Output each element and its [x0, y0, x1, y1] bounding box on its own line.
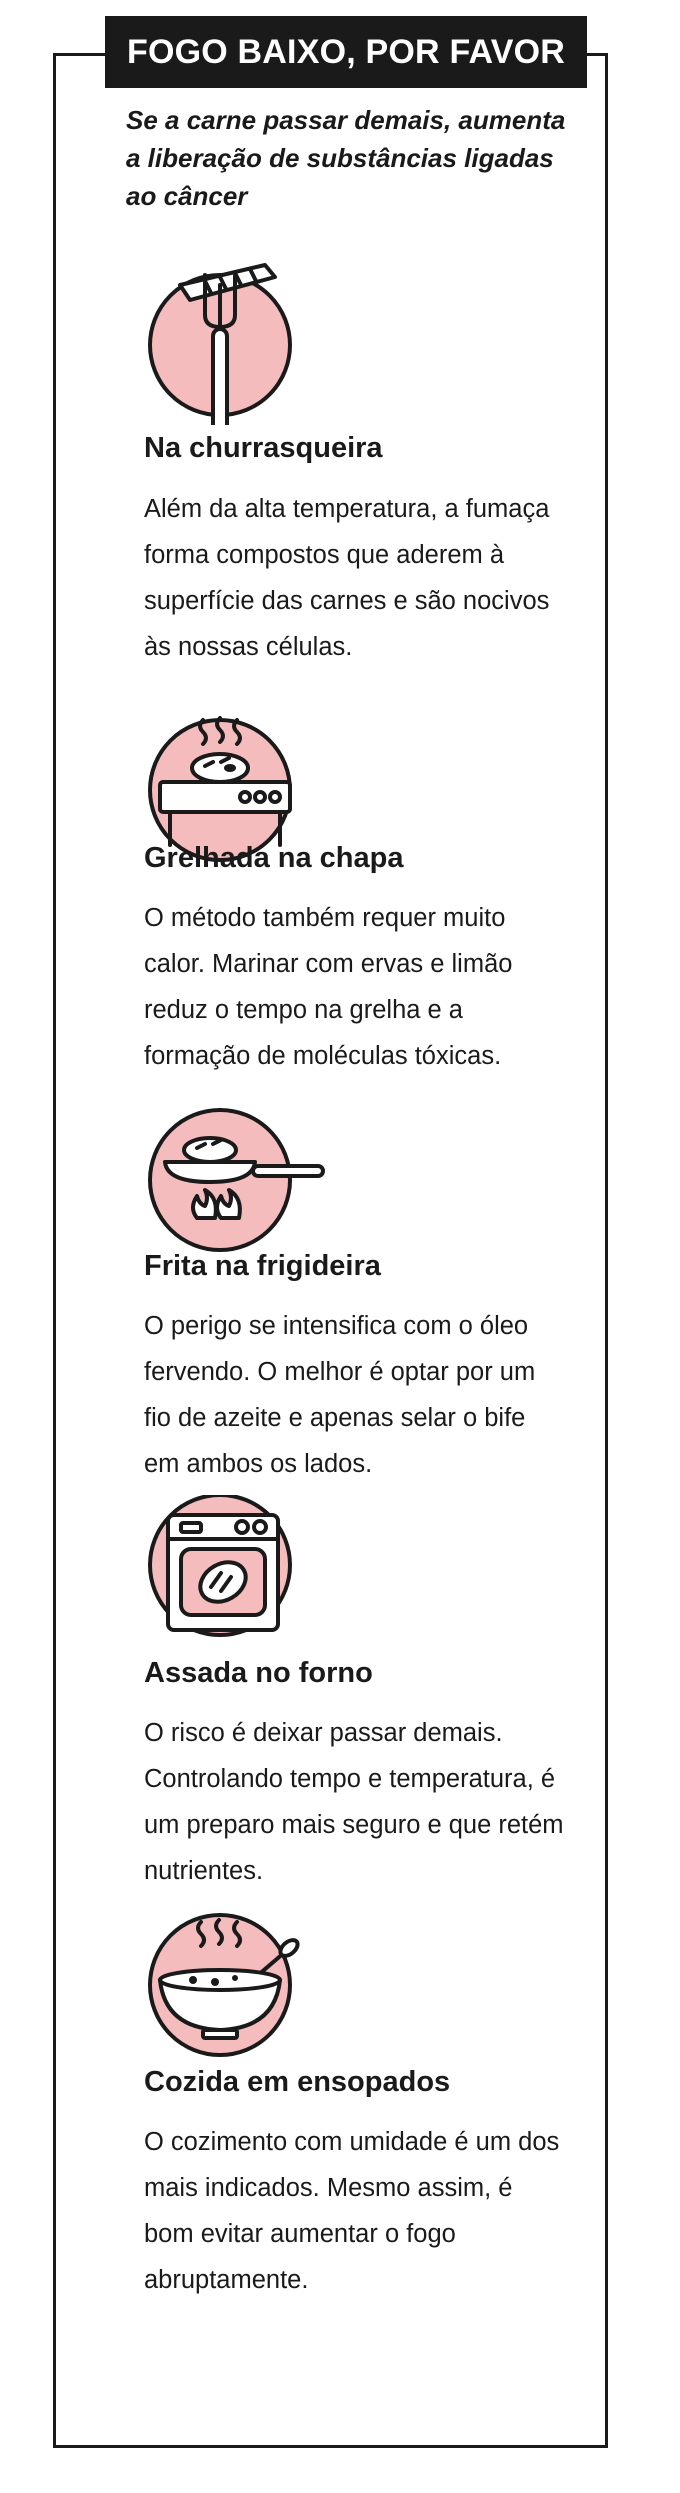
section-title: Cozida em ensopados — [144, 2066, 451, 2098]
section-title: Assada no forno — [144, 1657, 373, 1689]
infographic-subtitle: Se a carne passar demais, aumenta a liberação de substâncias ligadas ao câncer — [126, 105, 566, 211]
section-title: Na churrasqueira — [144, 432, 383, 464]
section-title: Frita na frigideira — [144, 1250, 381, 1282]
infographic-title: FOGO BAIXO, POR FAVOR — [105, 16, 587, 88]
grill-fork-icon — [135, 245, 335, 425]
section-text: O método também requer muito calor. Marinar com ervas e limão reduz o tempo na grelha e a formação de moléculas tóxicas. — [144, 904, 513, 1070]
oven-icon — [135, 1495, 335, 1675]
section-text: Além da alta temperatura, a fumaça forma compostos que aderem à superfície das carnes e são nocivos às nossas células. — [144, 495, 550, 661]
section-text: O cozimento com umidade é um dos mais indicados. Mesmo assim, é bom evitar aumentar o fogo abruptamente. — [144, 2128, 560, 2294]
section-text: O risco é deixar passar demais. Controlando tempo e temperatura, é um preparo mais seguro e que retém nutrientes. — [144, 1719, 564, 1885]
section-title: Grelhada na chapa — [144, 842, 404, 874]
section-text: O perigo se intensifica com o óleo fervendo. O melhor é optar por um fio de azeite e apenas selar o bife em ambos os lados. — [144, 1312, 536, 1478]
stew-bowl-icon — [135, 1900, 335, 2080]
